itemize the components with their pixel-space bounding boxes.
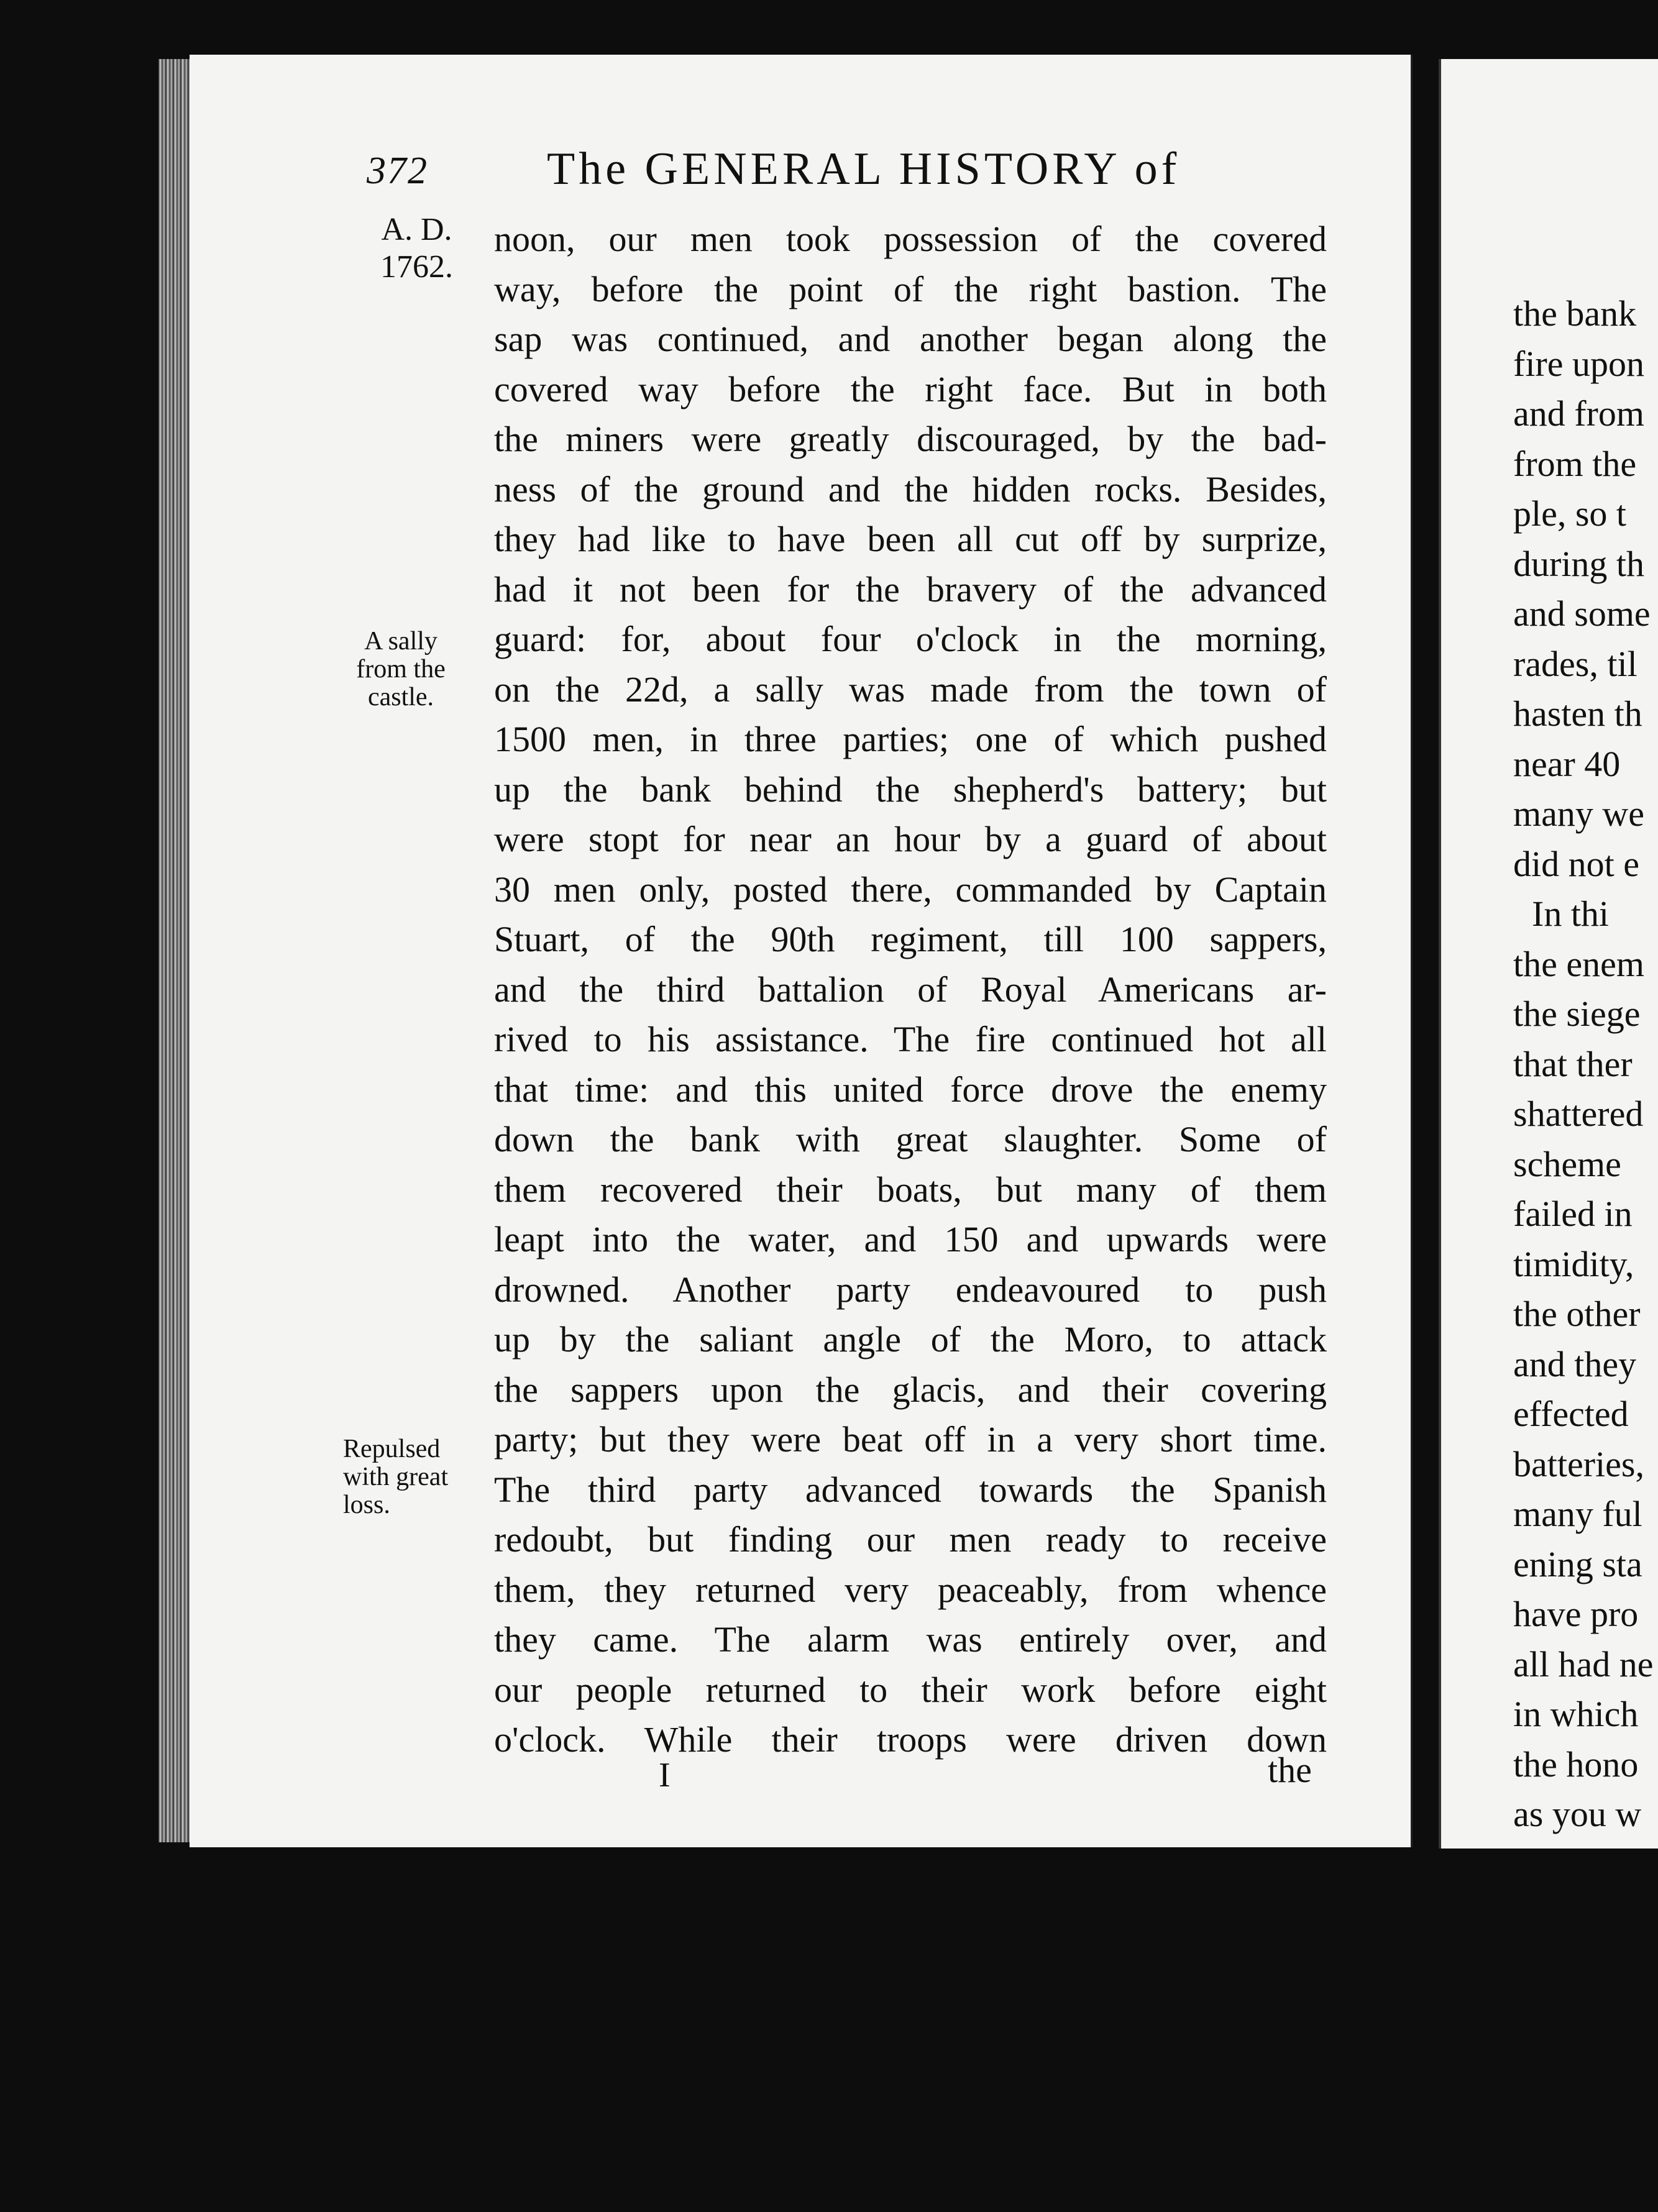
marginal-note-line: A sally bbox=[364, 627, 437, 656]
text-line: them recovered their boats, but many of them bbox=[494, 1169, 1327, 1210]
text-line: our people returned to their work before eight bbox=[494, 1669, 1327, 1710]
facing-text-line: shattered bbox=[1513, 1094, 1644, 1134]
text-line: noon, our men took possession of the covered bbox=[494, 219, 1327, 259]
year-label-line: 1762. bbox=[380, 249, 453, 285]
text-line: the sappers upon the glacis, and their covering bbox=[494, 1369, 1327, 1410]
text-line: the miners were greatly discouraged, by the bad- bbox=[494, 419, 1327, 459]
facing-text-line: many we bbox=[1513, 793, 1644, 834]
text-line: party; but they were beat off in a very short time. bbox=[494, 1419, 1327, 1460]
text-line: leapt into the water, and 150 and upwards were bbox=[494, 1219, 1327, 1259]
facing-text-line: failed in bbox=[1513, 1194, 1633, 1234]
text-line: they had like to have been all cut off by surprize, bbox=[494, 519, 1327, 559]
facing-text-line: and some bbox=[1513, 593, 1651, 634]
marginal-note-sally bbox=[348, 628, 454, 711]
facing-text-line: did not e bbox=[1513, 843, 1639, 884]
marginal-note-repulsed bbox=[343, 1435, 492, 1519]
text-line: redoubt, but finding our men ready to receive bbox=[494, 1519, 1327, 1560]
text-line: that time: and this united force drove the enemy bbox=[494, 1069, 1327, 1110]
facing-text-line: scheme bbox=[1513, 1143, 1621, 1184]
facing-text-line: in which bbox=[1513, 1694, 1639, 1734]
facing-text-line: batteries, bbox=[1513, 1443, 1644, 1484]
text-line: them, they returned very peaceably, from whence bbox=[494, 1569, 1327, 1610]
year-label-line: A. D. bbox=[381, 212, 452, 247]
text-line: were stopt for near an hour by a guard of about bbox=[494, 819, 1327, 859]
text-line: The third party advanced towards the Spanish bbox=[494, 1469, 1327, 1510]
text-line: up the bank behind the shepherd's battery; but bbox=[494, 769, 1327, 810]
facing-text-line: fire upon bbox=[1513, 343, 1644, 384]
signature-mark: I bbox=[659, 1756, 671, 1794]
facing-text-line: the hono bbox=[1513, 1744, 1639, 1785]
marginal-note-line: castle. bbox=[367, 683, 434, 711]
text-line: covered way before the right face. But in both bbox=[494, 368, 1327, 409]
marginal-note-line: with great bbox=[343, 1463, 449, 1491]
text-line: and the third battalion of Royal Americans ar- bbox=[494, 969, 1327, 1010]
text-line: sap was continued, and another began along the bbox=[494, 319, 1327, 359]
page-number: 372 bbox=[367, 150, 428, 192]
facing-text-line: timidity, bbox=[1513, 1243, 1634, 1284]
running-head: The GENERAL HISTORY of bbox=[547, 144, 1181, 194]
facing-text-line: many ful bbox=[1513, 1494, 1642, 1534]
facing-text-line: as you w bbox=[1513, 1794, 1642, 1834]
text-line: Stuart, of the 90th regiment, till 100 sappers, bbox=[494, 919, 1327, 959]
text-line: they came. The alarm was entirely over, and bbox=[494, 1619, 1327, 1660]
text-line: 1500 men, in three parties; one of which pushed bbox=[494, 719, 1327, 759]
facing-text-line: during th bbox=[1513, 543, 1645, 584]
facing-text-line: near 40 bbox=[1513, 743, 1621, 784]
facing-text-line: hasten th bbox=[1513, 693, 1642, 734]
facing-text-line: all had ne bbox=[1513, 1643, 1654, 1684]
marginal-note-line: Repulsed bbox=[343, 1435, 441, 1463]
year-sidenote bbox=[380, 211, 453, 286]
text-line: rived to his assistance. The fire continued hot all bbox=[494, 1019, 1327, 1059]
text-line: down the bank with great slaughter. Some of bbox=[494, 1119, 1327, 1159]
text-line: way, before the point of the right bastion. The bbox=[494, 268, 1327, 309]
facing-text-line: and they bbox=[1513, 1343, 1637, 1384]
body-text bbox=[494, 214, 1327, 1765]
text-line: up by the saliant angle of the Moro, to attack bbox=[494, 1319, 1327, 1360]
catchword: the bbox=[1268, 1750, 1312, 1790]
text-line: ness of the ground and the hidden rocks. Besides, bbox=[494, 468, 1327, 510]
facing-page-text bbox=[1513, 289, 1658, 1840]
marginal-note-line: from the bbox=[356, 655, 446, 683]
facing-text-line: the other bbox=[1513, 1294, 1641, 1334]
text-line: had it not been for the bravery of the advanced bbox=[494, 569, 1327, 610]
text-line: guard: for, about four o'clock in the morning, bbox=[494, 619, 1327, 659]
facing-text-line: ening sta bbox=[1513, 1543, 1642, 1584]
book-spine bbox=[158, 59, 193, 1842]
facing-text-line: the enem bbox=[1513, 943, 1644, 984]
text-line: 30 men only, posted there, commanded by Captain bbox=[494, 869, 1327, 910]
facing-text-line: have pro bbox=[1513, 1594, 1639, 1634]
facing-text-line: the bank bbox=[1513, 293, 1637, 334]
facing-text-line: the siege bbox=[1513, 994, 1641, 1034]
facing-text-line: effected bbox=[1513, 1394, 1629, 1434]
facing-text-line: rades, til bbox=[1513, 643, 1637, 684]
facing-text-line: and from bbox=[1513, 393, 1644, 434]
facing-text-line: ple, so t bbox=[1513, 493, 1627, 534]
facing-text-line: In thi bbox=[1532, 893, 1610, 934]
text-line: on the 22d, a sally was made from the town of bbox=[494, 669, 1327, 710]
facing-text-line: that ther bbox=[1513, 1043, 1633, 1084]
marginal-note-line: loss. bbox=[343, 1491, 390, 1519]
text-line: drowned. Another party endeavoured to push bbox=[494, 1269, 1327, 1310]
text-line: o'clock. While their troops were driven down bbox=[494, 1719, 1327, 1760]
facing-text-line: from the bbox=[1513, 443, 1637, 484]
